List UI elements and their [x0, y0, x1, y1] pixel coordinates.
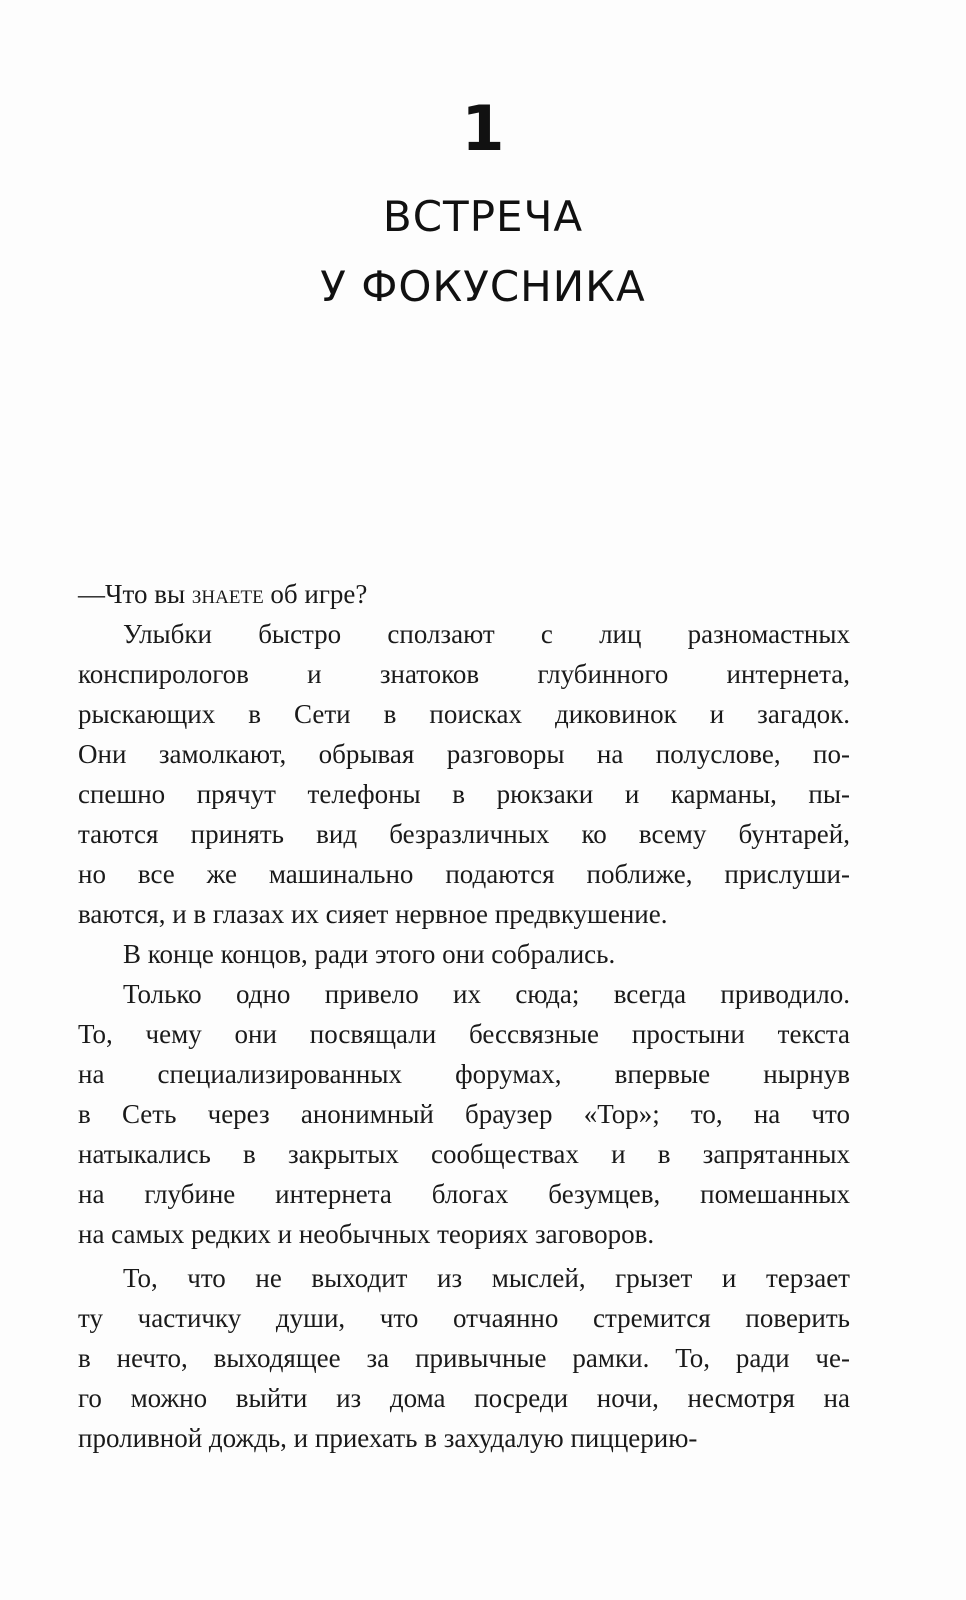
text-line: в нечто, выходящее за привычные рамки. То, ради че-: [78, 1343, 850, 1373]
text-line: В конце концов, ради этого они собрались.: [123, 939, 616, 969]
paragraph: [78, 934, 850, 974]
text-line: на специализированных форумах, впервые нырнув: [78, 1059, 850, 1089]
text-line: го можно выйти из дома посреди ночи, несмотря на: [78, 1383, 850, 1413]
dialogue-smallcaps-word: знаете: [191, 579, 264, 609]
text-line: таются принять вид безразличных ко всему бунтарей,: [78, 819, 850, 849]
chapter-title-line-1: ВСТРЕЧА: [382, 192, 584, 241]
text-line: Улыбки быстро сползают с лиц разномастных: [123, 619, 850, 649]
text-line: ту частичку души, что отчаянно стремится поверить: [78, 1303, 850, 1333]
text-line: То, чему они посвящали бессвязные простыни текста: [78, 1019, 850, 1049]
paragraph: [78, 1258, 850, 1458]
dialogue-start: —Что вы: [78, 579, 192, 609]
text-line: на глубине интернета блогах безумцев, помешанных: [78, 1179, 850, 1209]
chapter-body-text: [78, 574, 850, 1458]
text-line: на самых редких и необычных теориях заговоров.: [78, 1219, 655, 1249]
text-line: Только одно привело их сюда; всегда приводило.: [123, 979, 850, 1009]
text-line: ваются, и в глазах их сияет нервное предвкушение.: [78, 899, 668, 929]
paragraph: [78, 974, 850, 1254]
paragraph: [78, 614, 850, 934]
text-line: спешно прячут телефоны в рюкзаки и карманы, пы-: [78, 779, 850, 809]
text-line: натыкались в закрытых сообществах и в запрятанных: [78, 1139, 850, 1169]
text-line: в Сеть через анонимный браузер «Тор»; то, на что: [78, 1099, 850, 1129]
chapter-number: 1: [461, 92, 505, 165]
text-line: То, что не выходит из мыслей, грызет и терзает: [123, 1263, 850, 1293]
text-line: но все же машинально подаются поближе, прислуши-: [78, 859, 850, 889]
text-line: конспирологов и знатоков глубинного интернета,: [78, 659, 850, 689]
opening-dialogue-line: [78, 574, 850, 614]
chapter-title-line-2: У ФОКУСНИКА: [320, 262, 646, 311]
dialogue-end: об игре?: [263, 579, 368, 609]
text-line: рыскающих в Сети в поисках диковинок и загадок.: [78, 699, 850, 729]
text-line: Они замолкают, обрывая разговоры на полуслове, по-: [78, 739, 850, 769]
text-line: проливной дождь, и приехать в захудалую пиццерию-: [78, 1423, 698, 1453]
